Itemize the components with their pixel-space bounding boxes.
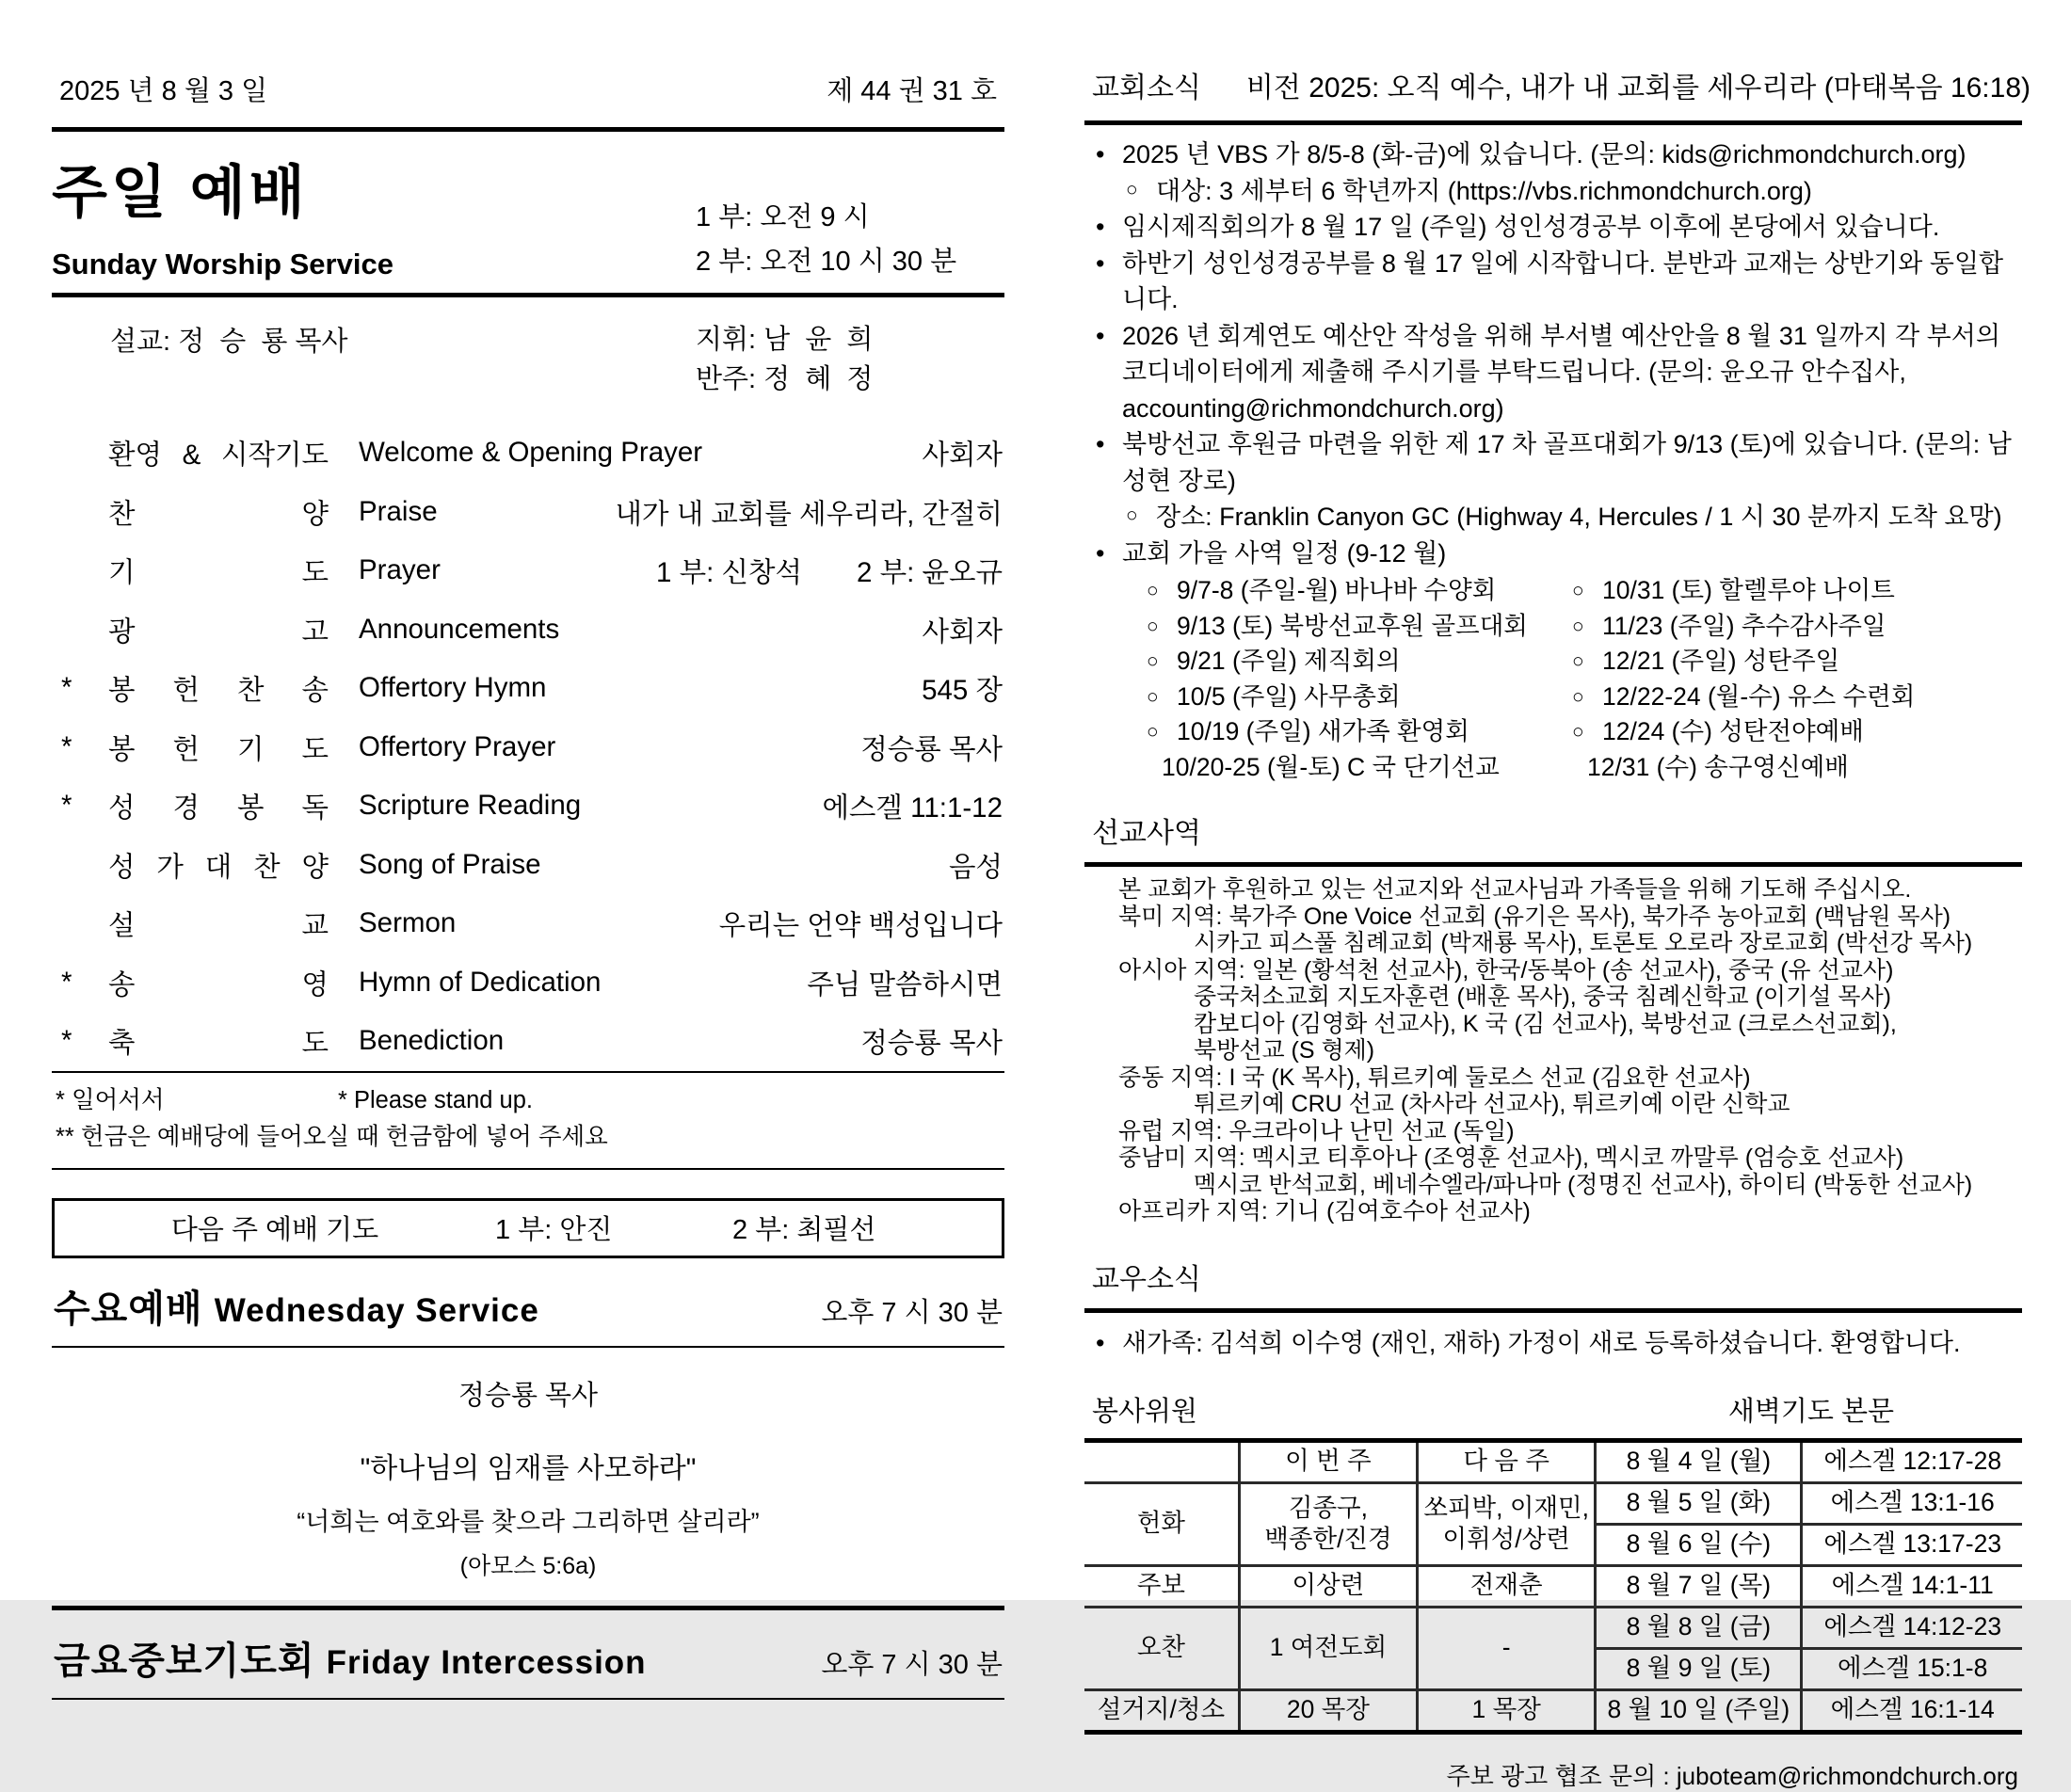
dawn-scripture-cell: 에스겔 15:1-8 — [1802, 1648, 2022, 1689]
mission-line: 중남미 지역: 멕시코 티후아나 (조영훈 선교사), 멕시코 까말루 (엄승호 선교사) — [1118, 1144, 1904, 1171]
mission-line: 멕시코 반석교회, 베네수엘라/파나마 (정명진 선교사), 하이티 (박동한 선교사) — [1194, 1171, 1973, 1198]
footnote-offering: ** 헌금은 예배당에 들어오실 때 헌금함에 넣어 주세요 — [56, 1124, 608, 1151]
col-header-this-week: 이 번 주 — [1239, 1440, 1417, 1482]
order-item-detail-part: 우리는 언약 백성입니다 — [718, 910, 1003, 942]
circle-icon: ○ — [1572, 580, 1584, 601]
fall-schedule-line — [1559, 714, 1984, 750]
order-item-ko: 광 고 — [108, 616, 329, 648]
issue-date: 2025 년 8 월 3 일 — [59, 76, 268, 106]
order-item-detail — [504, 1021, 1004, 1061]
duty-this-week-cell: 김종구, 백종한/진경 — [1239, 1482, 1417, 1565]
divider — [52, 1698, 1004, 1700]
order-item-detail-part: 545 장 — [922, 675, 1003, 707]
order-item-en: Benediction — [359, 1025, 505, 1057]
wednesday-preacher: 정승룡 목사 — [458, 1380, 599, 1411]
order-item-detail — [702, 433, 1004, 472]
news-line — [1084, 536, 2022, 572]
news-text: 교회 가을 사역 일정 (9-12 월) — [1122, 538, 1447, 568]
fall-schedule-line — [1133, 714, 1559, 750]
worship-order-row — [52, 424, 1004, 483]
bulletin-contact: 주보 광고 협조 문의 : juboteam@richmondchurch.org — [1446, 1761, 2018, 1790]
service-leaders — [52, 297, 1004, 399]
duty-table-row — [1084, 1565, 2022, 1607]
footnotes — [52, 1073, 1004, 1168]
duty-header — [1084, 1371, 2022, 1438]
dawn-date-cell: 8 월 10 일 (주일) — [1596, 1689, 1802, 1732]
dawn-date-cell: 8 월 6 일 (수) — [1596, 1524, 1802, 1565]
worship-order-row — [52, 953, 1004, 1013]
dawn-scripture-cell: 에스겔 14:1-11 — [1802, 1565, 2022, 1607]
stand-marker: * — [61, 1025, 72, 1057]
bullet-icon: • — [1096, 140, 1105, 168]
news-text: 하반기 성인성경공부를 8 월 17 일에 시작합니다. 분반과 교재는 상반기와 동일합니다. — [1122, 248, 2004, 313]
preacher-line: 설교: 정 승 룡 목사 — [110, 327, 348, 357]
circle-icon: ○ — [1572, 615, 1584, 637]
circle-icon: ○ — [1147, 615, 1159, 637]
stand-marker: * — [61, 672, 72, 704]
duty-header-left: 봉사위원 — [1092, 1396, 1198, 1427]
order-item-detail-part: 사회자 — [922, 616, 1003, 648]
order-item-ko: 축 도 — [108, 1028, 329, 1060]
order-item-ko: 설 교 — [108, 910, 329, 942]
fall-schedule-line — [1559, 750, 1984, 786]
order-item-detail-part: 사회자 — [922, 440, 1003, 472]
wednesday-title — [54, 1279, 539, 1333]
duty-role-cell: 헌화 — [1084, 1482, 1239, 1565]
order-item-en: Praise — [359, 495, 438, 527]
service2-time: 2 부: 오전 10 시 30 분 — [696, 246, 957, 277]
order-item-en: Song of Praise — [359, 848, 541, 880]
news-text: 임시제직회의가 8 월 17 일 (주일) 성인성경공부 이후에 본당에서 있습니다. — [1122, 213, 1940, 241]
next-week-part1: 1 부: 안진 — [495, 1215, 613, 1246]
order-item-detail — [541, 845, 1004, 885]
dawn-date-cell: 8 월 4 일 (월) — [1596, 1440, 1802, 1482]
wednesday-detail — [52, 1348, 1004, 1581]
fall-schedule-text: 9/13 (토) 북방선교후원 골프대회 — [1177, 611, 1528, 640]
worship-order-row — [52, 776, 1004, 836]
news-list — [1084, 125, 2022, 571]
page-title-en: Sunday Worship Service — [52, 248, 393, 280]
order-item-en: Announcements — [359, 613, 560, 645]
news-text: 2025 년 VBS 가 8/5-8 (화-금)에 있습니다. (문의: kids@richmondchurch.org) — [1122, 140, 1967, 168]
fall-schedule-line — [1559, 680, 1984, 715]
order-item-detail — [438, 492, 1004, 532]
mission-line: 시카고 피스풀 침례교회 (박재룡 목사), 토론토 오로라 장로교회 (박선강 목사) — [1194, 930, 1973, 956]
wednesday-title-en: Wednesday Service — [214, 1291, 539, 1329]
wednesday-title-ko: 수요예배 — [54, 1288, 203, 1330]
circle-icon: ○ — [1147, 685, 1159, 708]
duty-this-week-cell: 1 여전도회 — [1239, 1607, 1417, 1689]
mission-line: 튀르키예 CRU 선교 (차사라 선교사), 튀르키예 이란 신학교 — [1194, 1091, 1790, 1117]
fall-schedule-text: 10/19 (주일) 새가족 환영회 — [1177, 717, 1469, 745]
order-item-ko: 기 도 — [108, 557, 329, 589]
fall-schedule-right — [1559, 573, 1984, 785]
fall-schedule-line — [1133, 680, 1559, 715]
duty-empty-cell — [1084, 1440, 1239, 1482]
worship-order-row — [52, 541, 1004, 600]
fall-schedule-line — [1133, 644, 1559, 680]
order-item-detail — [546, 668, 1004, 708]
order-item-detail-part: 주님 말씀하시면 — [807, 968, 1003, 1000]
stand-marker: * — [61, 790, 72, 822]
dawn-scripture-cell: 에스겔 12:17-28 — [1802, 1440, 2022, 1482]
bullet-icon: • — [1096, 213, 1105, 241]
duty-role-cell: 주보 — [1084, 1565, 1239, 1607]
sunday-title-block — [52, 132, 1004, 293]
fall-schedule-text: 10/5 (주일) 사무총회 — [1177, 681, 1401, 711]
news-line — [1084, 391, 2022, 427]
fall-schedule-text: 9/7-8 (주일-월) 바나바 수양회 — [1177, 576, 1497, 604]
mission-line: 북미 지역: 북가주 One Voice 선교회 (유기은 목사), 북가주 농아교회 (백남원 목사) — [1118, 903, 1951, 930]
order-item-detail-part: 내가 내 교회를 세우리라, 간절히 — [615, 498, 1003, 530]
duty-this-week-cell: 20 목장 — [1239, 1689, 1417, 1732]
mission-line: 캄보디아 (김영화 선교사), K 국 (김 선교사), 북방선교 (크로스선교회), — [1194, 1010, 1897, 1037]
footnote-stand — [56, 1082, 1001, 1120]
duty-next-week-cell: 쏘피박, 이재민, 이휘성/상련 — [1418, 1482, 1596, 1565]
order-item-en: Scripture Reading — [359, 790, 582, 822]
duty-table — [1084, 1438, 2022, 1735]
order-item-detail — [601, 963, 1004, 1002]
footnote-stand-en: * Please stand up. — [338, 1086, 533, 1113]
news-line — [1084, 246, 2022, 318]
left-column — [52, 55, 1004, 1700]
next-week-label: 다음 주 예배 기도 — [170, 1215, 379, 1246]
order-item-detail-part: 정승룡 목사 — [860, 733, 1003, 765]
service1-time: 1 부: 오전 9 시 — [696, 202, 870, 233]
duty-table-row — [1084, 1482, 2022, 1524]
order-item-ko: 송 영 — [108, 968, 329, 1000]
news-line — [1084, 209, 2022, 246]
stand-marker: * — [61, 966, 72, 998]
friday-title-en: Friday Intercession — [326, 1643, 647, 1681]
issue-number: 제 44 권 31 호 — [827, 76, 997, 106]
divider — [52, 1168, 1004, 1170]
mission-line: 아시아 지역: 일본 (황석천 선교사), 한국/동북아 (송 선교사), 중국 (유 선교사) — [1118, 956, 1894, 984]
fall-schedule — [1084, 571, 2022, 792]
duty-next-week-cell: 전재춘 — [1418, 1565, 1596, 1607]
news-line — [1084, 426, 2022, 499]
order-item-en: Offertory Hymn — [359, 672, 547, 704]
next-week-part2: 2 부: 최필선 — [732, 1215, 876, 1246]
order-item-ko: 봉 헌 찬 송 — [108, 675, 329, 707]
dawn-date-cell: 8 월 7 일 (목) — [1596, 1565, 1802, 1607]
news-text: 북방선교 후원금 마련을 위한 제 17 차 골프대회가 9/13 (토)에 있습니다. (문의: 남성현 장로) — [1122, 430, 2012, 495]
order-item-ko: 성 가 대 찬 양 — [108, 851, 329, 883]
order-item-detail-part: 정승룡 목사 — [860, 1028, 1003, 1060]
fall-schedule-line — [1559, 644, 1984, 680]
fall-schedule-line — [1559, 573, 1984, 609]
dawn-date-cell: 8 월 5 일 (화) — [1596, 1482, 1802, 1524]
worship-order-row — [52, 659, 1004, 718]
order-item-ko: 찬 양 — [108, 498, 329, 530]
news-text: 대상: 3 세부터 6 학년까지 (https://vbs.richmondchurch.org) — [1156, 176, 1812, 205]
friday-title — [54, 1631, 647, 1685]
mission-line: 중국처소교회 지도자훈련 (배훈 목사), 중국 침례신학교 (이기설 목사) — [1194, 984, 1891, 1010]
fall-schedule-line — [1133, 609, 1559, 645]
order-item-detail — [456, 904, 1004, 943]
news-line — [1084, 136, 2022, 173]
members-news-text: 새가족: 김석희 이수영 (재인, 재하) 가정이 새로 등록하셨습니다. 환영합니다. — [1122, 1328, 1961, 1357]
sunday-titles — [52, 137, 393, 293]
wednesday-verse: “너희는 여호와를 찾으라 그리하면 살리라” — [297, 1507, 760, 1536]
service-times — [696, 196, 1001, 293]
order-item-en: Prayer — [359, 554, 441, 586]
fall-schedule-line — [1133, 573, 1559, 609]
wednesday-header — [52, 1258, 1004, 1346]
fall-schedule-left — [1133, 573, 1559, 785]
mission-line: 유럽 지역: 우크라이나 난민 선교 (독일) — [1118, 1117, 1515, 1144]
friday-title-ko: 금요중보기도회 — [54, 1640, 315, 1682]
col-header-next-week: 다 음 주 — [1418, 1440, 1596, 1482]
page-title: 주일 예배 — [52, 160, 309, 224]
order-item-detail-part: 음성 — [949, 851, 1003, 883]
next-week-prayer-box — [52, 1198, 1004, 1258]
circle-icon: ○ — [1126, 504, 1138, 526]
dawn-date-cell: 8 월 8 일 (금) — [1596, 1607, 1802, 1648]
dawn-scripture-cell: 에스겔 13:17-23 — [1802, 1524, 2022, 1565]
wednesday-time: 오후 7 시 30 분 — [821, 1297, 1003, 1328]
missions-list — [1084, 867, 2022, 1239]
dawn-scripture-cell: 에스겔 16:1-14 — [1802, 1689, 2022, 1732]
dawn-scripture-cell: 에스겔 14:12-23 — [1802, 1607, 2022, 1648]
worship-order-row — [52, 836, 1004, 895]
bullet-icon: • — [1096, 1328, 1105, 1357]
order-item-detail — [555, 728, 1004, 767]
order-item-detail-part: 1 부: 신창석 — [656, 557, 803, 589]
worship-order-row — [52, 894, 1004, 953]
worship-order-row — [52, 483, 1004, 542]
friday-header — [52, 1610, 1004, 1698]
news-text: 장소: Franklin Canyon GC (Highway 4, Hercules / 1 시 30 분까지 도착 요망) — [1156, 503, 2002, 531]
members-news — [1084, 1313, 2022, 1371]
order-item-en: Welcome & Opening Prayer — [359, 437, 703, 469]
news-text: accounting@richmondchurch.org) — [1122, 393, 1504, 423]
duty-header-right: 새벽기도 본문 — [1727, 1396, 1894, 1427]
fall-schedule-line — [1133, 750, 1559, 786]
wednesday-sermon-title: "하나님의 임재를 사모하라" — [360, 1452, 697, 1484]
dawn-date-cell: 8 월 9 일 (토) — [1596, 1648, 1802, 1689]
conductor-line: 지휘: 남 윤 희 — [696, 325, 874, 355]
order-item-en: Hymn of Dedication — [359, 966, 602, 998]
worship-order-list — [52, 424, 1004, 1071]
order-item-ko: 성 경 봉 독 — [108, 792, 329, 824]
mission-line: 아프리카 지역: 기니 (김여호수아 선교사) — [1118, 1198, 1531, 1224]
order-item-en: Offertory Prayer — [359, 730, 556, 762]
bullet-icon: • — [1096, 321, 1105, 350]
missions-header: 선교사역 — [1092, 818, 1201, 849]
masthead — [52, 55, 1004, 127]
circle-icon: ○ — [1147, 580, 1159, 601]
order-item-detail-part: 에스겔 11:1-12 — [822, 792, 1003, 824]
right-column — [1084, 56, 2031, 1792]
footnote-stand-ko: * 일어서서 — [56, 1086, 165, 1113]
duty-role-cell: 설거지/청소 — [1084, 1689, 1239, 1732]
order-item-ko: 봉 헌 기 도 — [108, 733, 329, 765]
duty-this-week-cell: 이상련 — [1239, 1565, 1417, 1607]
mission-line: 북방선교 (S 형제) — [1194, 1037, 1375, 1064]
news-line — [1084, 354, 2022, 391]
circle-icon: ○ — [1147, 650, 1159, 672]
fall-schedule-text: 12/31 (수) 송구영신예배 — [1587, 752, 1849, 781]
fall-schedule-text: 11/23 (주일) 추수감사주일 — [1602, 611, 1886, 640]
order-item-detail-part: 2 부: 윤오규 — [857, 557, 1003, 589]
fall-schedule-text: 12/24 (수) 성탄전야예배 — [1602, 717, 1864, 745]
order-item-en: Sermon — [359, 907, 457, 939]
fall-schedule-text: 10/31 (토) 할렐루야 나이트 — [1602, 576, 1895, 604]
mission-line: 본 교회가 후원하고 있는 선교지와 선교사님과 가족들을 위해 기도해 주십시오. — [1118, 876, 1912, 903]
duty-table-row — [1084, 1607, 2022, 1648]
circle-icon: ○ — [1147, 721, 1159, 743]
members-news-item — [1084, 1324, 2022, 1362]
friday-time: 오후 7 시 30 분 — [821, 1649, 1003, 1680]
news-line — [1084, 499, 2022, 536]
news-line — [1084, 173, 2022, 210]
fall-schedule-text: 12/22-24 (월-수) 유스 수련회 — [1602, 681, 1916, 711]
news-header-vision: 비전 2025: 오직 예수, 내가 내 교회를 세우리라 (마태복음 16:18) — [1245, 72, 2031, 104]
worship-order-row — [52, 718, 1004, 777]
fall-schedule-text: 9/21 (주일) 제직회의 — [1177, 647, 1401, 675]
circle-icon: ○ — [1572, 685, 1584, 708]
order-item-ko: 환영 & 시작기도 — [108, 440, 329, 472]
mission-line: 중동 지역: I 국 (K 목사), 튀르키예 둘로스 선교 (김요한 선교사) — [1118, 1064, 1751, 1091]
duty-table-row — [1084, 1689, 2022, 1732]
stand-marker: * — [61, 730, 72, 762]
order-item-detail — [441, 551, 1004, 590]
duty-role-cell: 오찬 — [1084, 1607, 1239, 1689]
circle-icon: ○ — [1572, 721, 1584, 743]
circle-icon: ○ — [1572, 650, 1584, 672]
dawn-scripture-cell: 에스겔 13:1-16 — [1802, 1482, 2022, 1524]
fall-schedule-text: 10/20-25 (월-토) C 국 단기선교 — [1162, 752, 1500, 781]
order-item-detail — [581, 786, 1004, 825]
worship-order-row — [52, 600, 1004, 660]
bullet-icon: • — [1096, 538, 1105, 568]
members-header: 교우소식 — [1092, 1263, 1201, 1295]
order-item-detail — [559, 610, 1004, 649]
bullet-icon: • — [1096, 248, 1105, 278]
duty-next-week-cell: - — [1418, 1607, 1596, 1689]
circle-icon: ○ — [1126, 178, 1138, 200]
wednesday-verse-ref: (아모스 5:6a) — [459, 1552, 597, 1579]
duty-next-week-cell: 1 목장 — [1418, 1689, 1596, 1732]
news-text: 코디네이터에게 제출해 주시기를 부탁드립니다. (문의: 윤오규 안수집사, — [1122, 358, 1906, 386]
fall-schedule-text: 12/21 (주일) 성탄주일 — [1602, 647, 1840, 675]
worship-order-row — [52, 1012, 1004, 1071]
news-header — [1084, 56, 2031, 120]
bullet-icon: • — [1096, 430, 1105, 458]
music-leaders — [696, 320, 1001, 399]
news-text: 2026 년 회계연도 예산안 작성을 위해 부서별 예산안을 8 월 31 일까지 각 부서의 — [1122, 321, 2000, 350]
accompanist-line: 반주: 정 혜 정 — [696, 364, 874, 395]
news-header-left: 교회소식 — [1092, 72, 1201, 104]
news-line — [1084, 318, 2022, 355]
fall-schedule-line — [1559, 609, 1984, 645]
duty-table-row — [1084, 1440, 2022, 1482]
